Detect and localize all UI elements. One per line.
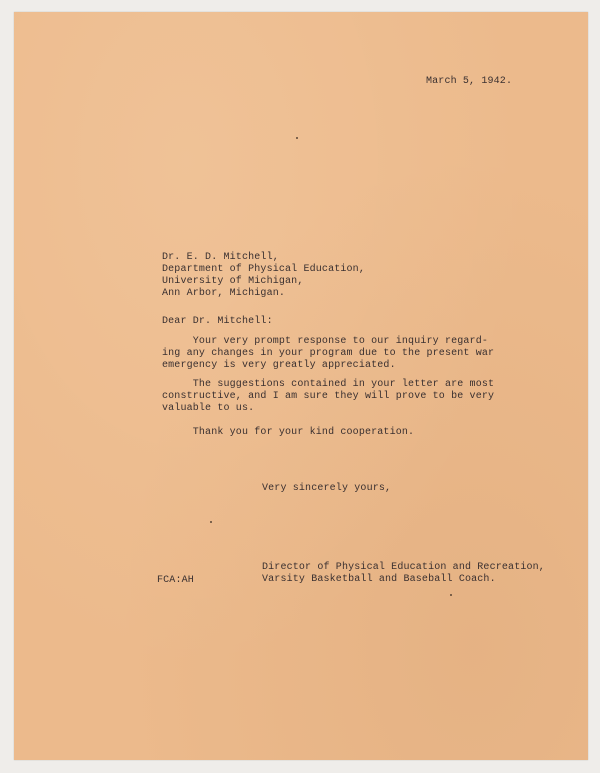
paper-speck — [450, 594, 452, 596]
paragraph-line: valuable to us. — [162, 403, 255, 414]
recipient-address — [162, 252, 365, 300]
body-paragraph-2 — [162, 379, 494, 415]
reference-initials: FCA:AH — [157, 575, 194, 586]
signature-title-line: Director of Physical Education and Recreation, — [262, 562, 545, 573]
paper-speck — [210, 521, 212, 523]
body-paragraph-1 — [162, 336, 494, 372]
paragraph-line: The suggestions contained in your letter are most — [162, 379, 495, 390]
letter-date: March 5, 1942. — [426, 76, 513, 87]
paragraph-line: ing any changes in your program due to the present war — [162, 348, 495, 359]
paragraph-line: emergency is very greatly appreciated. — [162, 360, 396, 371]
salutation: Dear Dr. Mitchell: — [162, 316, 273, 327]
signature-titles — [262, 562, 545, 586]
complimentary-closing: Very sincerely yours, — [262, 483, 392, 494]
letter-page — [14, 12, 588, 760]
paper-speck — [296, 137, 298, 139]
recipient-name: Dr. E. D. Mitchell, — [162, 252, 279, 263]
recipient-city: Ann Arbor, Michigan. — [162, 288, 286, 299]
signature-title-line: Varsity Basketball and Baseball Coach. — [262, 574, 496, 585]
paragraph-line: Your very prompt response to our inquiry regard- — [162, 336, 489, 347]
recipient-institution: University of Michigan, — [162, 276, 304, 287]
body-paragraph-3: Thank you for your kind cooperation. — [162, 427, 415, 438]
paragraph-line: constructive, and I am sure they will prove to be very — [162, 391, 495, 402]
recipient-department: Department of Physical Education, — [162, 264, 365, 275]
